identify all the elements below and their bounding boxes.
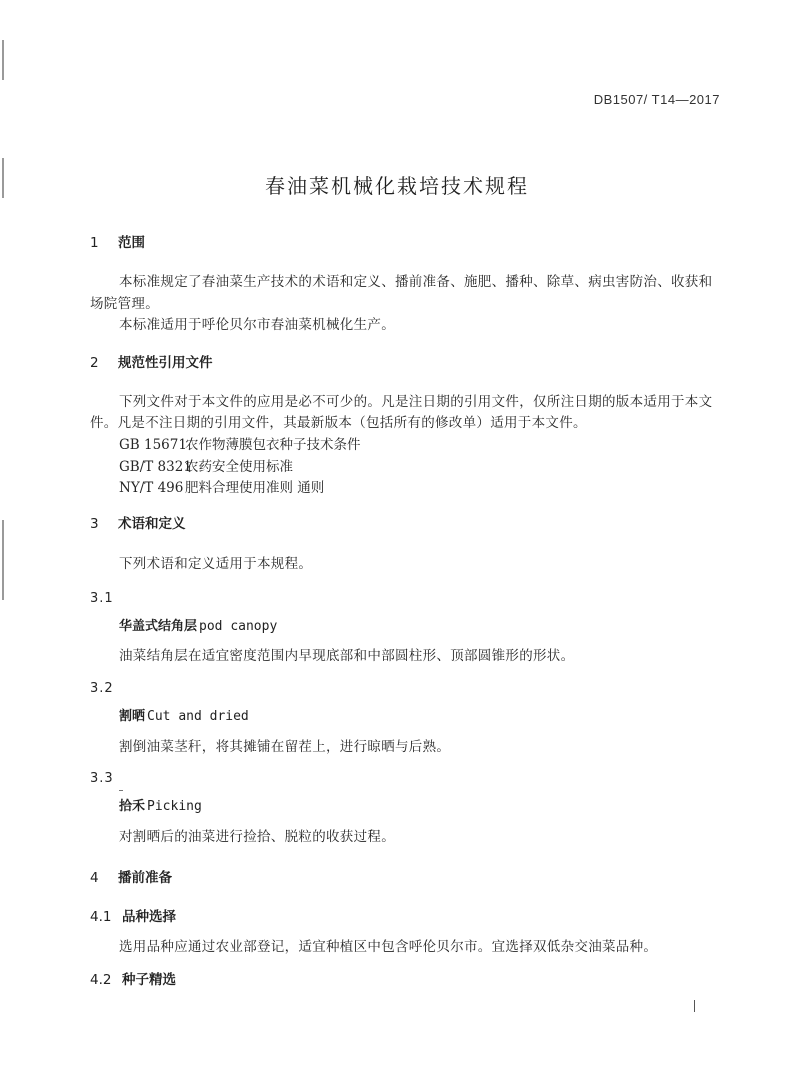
paragraph-line: 选用品种应通过农业部登记，适宜种植区中包含呼伦贝尔市。宜选择双低杂交油菜品种。 [119, 939, 658, 955]
section-2-heading [90, 354, 213, 372]
scan-edge-mark [2, 40, 4, 80]
reference-item [119, 479, 324, 497]
section-4-heading [90, 869, 172, 887]
paragraph-line: 件。凡是不注日期的引用文件，其最新版本（包括所有的修改单）适用于本文件。 [90, 415, 587, 431]
section-number: 3 [90, 516, 99, 532]
scan-edge-mark [2, 520, 4, 600]
clause-number: 3.1 [90, 591, 114, 606]
term-definition: 对割晒后的油菜进行捡拾、脱粒的收获过程。 [119, 829, 395, 845]
paragraph-line: 本标准规定了春油菜生产技术的术语和定义、播前准备、施肥、播种、除草、病虫害防治、收获和 [119, 274, 713, 290]
subsection-title: 品种选择 [122, 909, 176, 925]
term-zh: 华盖式结角层 [119, 619, 198, 634]
reference-title: 农药安全使用标准 [185, 459, 293, 475]
term-zh: 拾禾 [119, 799, 146, 814]
section-title: 术语和定义 [118, 516, 186, 532]
term-heading [119, 708, 249, 726]
term-zh: 割晒 [119, 709, 146, 724]
paragraph-line: 本标准适用于呼伦贝尔市春油菜机械化生产。 [119, 317, 395, 333]
reference-title: 农作物薄膜包衣种子技术条件 [185, 437, 361, 453]
section-number: 2 [90, 355, 99, 371]
term-en: Picking [147, 799, 202, 814]
subsection-4-1-heading [90, 908, 176, 926]
reference-item [119, 458, 293, 476]
paragraph-line: 下列文件对于本文件的应用是必不可少的。凡是注日期的引用文件，仅所注日期的版本适用于本文 [119, 394, 713, 410]
term-en: pod canopy [199, 619, 278, 634]
reference-item [119, 436, 361, 454]
subsection-title: 种子精选 [122, 972, 176, 988]
reference-code: GB/T 8321 [119, 459, 192, 475]
subsection-number: 4.1 [90, 909, 112, 925]
section-3-heading [90, 515, 186, 533]
clause-number: 3.3 [90, 771, 114, 786]
section-number: 4 [90, 870, 99, 886]
paragraph-line: 下列术语和定义适用于本规程。 [119, 556, 313, 572]
section-number: 1 [90, 235, 99, 251]
term-heading [119, 618, 277, 636]
section-title: 范围 [118, 235, 145, 251]
clause-number: 3.2 [90, 681, 114, 696]
reference-code: GB 15671 [119, 437, 187, 453]
document-code: DB1507/ T14—2017 [593, 92, 720, 107]
subsection-4-2-heading [90, 971, 176, 989]
term-en: Cut and dried [147, 709, 249, 724]
scan-speck [119, 790, 123, 791]
term-definition: 油菜结角层在适宜密度范围内早现底部和中部圆柱形、顶部圆锥形的形状。 [119, 648, 575, 664]
paragraph-line: 场院管理。 [90, 296, 159, 312]
subsection-number: 4.2 [90, 972, 112, 988]
section-title: 播前准备 [118, 870, 172, 886]
term-definition: 割倒油菜茎秆，将其摊铺在留茬上，进行晾晒与后熟。 [119, 739, 451, 755]
document-title: 春油菜机械化栽培技术规程 [265, 174, 529, 198]
reference-code: NY/T 496 [119, 480, 184, 496]
page-mark [694, 1000, 695, 1012]
reference-title: 肥料合理使用准则 通则 [185, 480, 325, 496]
section-1-heading [90, 234, 145, 252]
term-heading [119, 798, 202, 816]
section-title: 规范性引用文件 [118, 355, 213, 371]
